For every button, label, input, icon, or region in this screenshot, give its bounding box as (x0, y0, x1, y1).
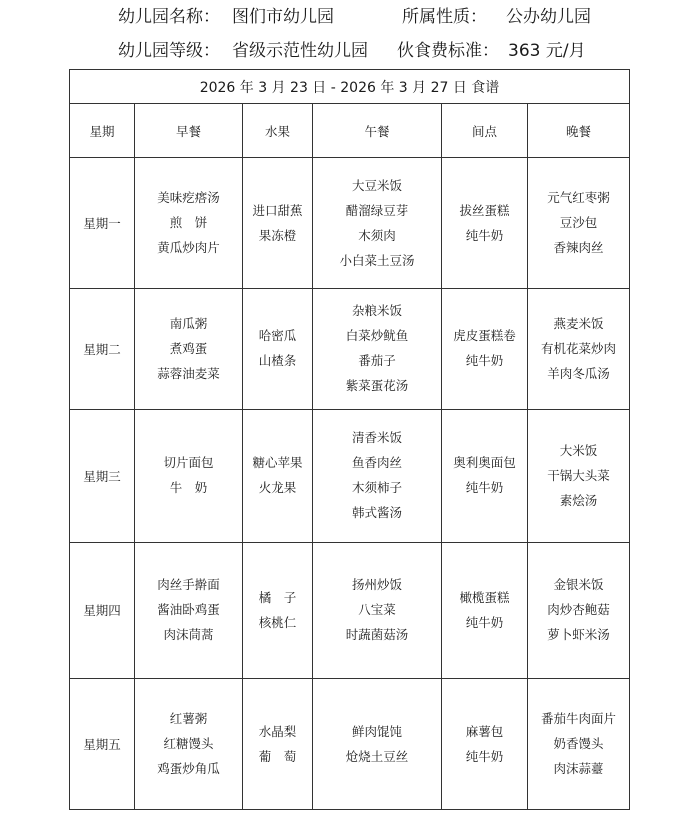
weekday-cell: 星期五 (70, 679, 135, 810)
dish-list (245, 590, 310, 631)
dish-item: 纯牛奶 (465, 353, 504, 369)
dish-list (530, 190, 627, 256)
dish-item: 豆沙包 (559, 215, 598, 231)
lunch-cell (313, 679, 442, 810)
dish-list (530, 443, 627, 509)
dish-item: 南瓜粥 (169, 315, 208, 331)
dish-list (444, 328, 525, 369)
dinner-cell (528, 542, 630, 679)
dish-item: 牛 奶 (169, 480, 208, 496)
dish-item: 蒜蓉油麦菜 (157, 365, 220, 381)
dish-list (530, 316, 627, 382)
breakfast-cell (135, 679, 243, 810)
kindergarten-name-value: 图们市幼儿园 (232, 7, 334, 27)
weekly-menu-table (69, 69, 630, 810)
dish-list (315, 577, 439, 643)
fruit-cell (243, 409, 313, 542)
dish-item: 黄瓜炒肉片 (157, 240, 220, 256)
dish-item: 果冻橙 (258, 227, 297, 243)
dish-list (137, 316, 240, 382)
kindergarten-level-value: 省级示范性幼儿园 (232, 41, 368, 61)
weekday-cell: 星期一 (70, 158, 135, 289)
dish-item: 素烩汤 (559, 492, 598, 508)
dish-item: 木须肉 (358, 227, 396, 243)
dish-item: 番茄牛肉面片 (541, 711, 617, 727)
menu-title: 2026 年 3 月 23 日 - 2026 年 3 月 27 日 食谱 (70, 70, 630, 104)
dish-list (245, 724, 310, 765)
dinner-cell (528, 679, 630, 810)
dish-item: 杂粮米饭 (351, 303, 402, 319)
column-header-breakfast: 早餐 (135, 104, 243, 158)
dinner-cell (528, 158, 630, 289)
dish-item: 纯牛奶 (465, 227, 504, 243)
dish-item: 肉丝手擀面 (157, 577, 220, 593)
dinner-cell (528, 289, 630, 410)
dish-list (137, 190, 240, 256)
dish-item: 清香米饭 (351, 430, 402, 446)
fruit-cell (243, 679, 313, 810)
dish-item: 金银米饭 (553, 577, 604, 593)
dish-item: 大米饭 (559, 442, 598, 458)
dish-item: 纯牛奶 (465, 480, 504, 496)
weekday-cell: 星期二 (70, 289, 135, 410)
breakfast-cell (135, 409, 243, 542)
meal-fee-label: 伙食费标准： (397, 41, 499, 61)
menu-body (70, 158, 630, 810)
table-row (70, 289, 630, 410)
dish-item: 肉炒杏鲍菇 (547, 602, 610, 618)
dinner-cell (528, 409, 630, 542)
breakfast-cell (135, 542, 243, 679)
dish-item: 扬州炒饭 (351, 577, 402, 593)
dish-item: 肉沫蒜薹 (553, 761, 604, 777)
dish-item: 橘 子 (258, 589, 297, 605)
dish-item: 紫菜蛋花汤 (345, 378, 409, 394)
dish-item: 肉沫茼蒿 (163, 627, 214, 643)
dish-item: 哈密瓜 (258, 328, 297, 344)
dish-list (315, 724, 439, 765)
dish-item: 元气红枣粥 (547, 190, 610, 206)
dish-list (245, 328, 310, 369)
dish-item: 酱油卧鸡蛋 (157, 602, 220, 618)
dish-list (315, 303, 439, 394)
dish-item: 橄榄蛋糕 (459, 589, 510, 605)
dish-item: 香辣肉丝 (553, 240, 604, 256)
dish-item: 木须柿子 (351, 480, 402, 496)
dish-item: 红薯粥 (169, 711, 208, 727)
dish-item: 番茄子 (358, 353, 396, 369)
dish-item: 小白菜土豆汤 (339, 252, 415, 268)
weekday-cell: 星期三 (70, 409, 135, 542)
dish-item: 拔丝蛋糕 (459, 202, 510, 218)
table-row (70, 542, 630, 679)
dish-item: 火龙果 (258, 480, 297, 496)
dish-item: 八宝菜 (358, 602, 396, 618)
dish-item: 纯牛奶 (465, 748, 504, 764)
lunch-cell (313, 542, 442, 679)
dish-item: 炝烧土豆丝 (345, 748, 409, 764)
dish-list (444, 590, 525, 631)
dish-list (137, 577, 240, 643)
dish-item: 糖心苹果 (252, 455, 303, 471)
dish-item: 水晶梨 (258, 723, 297, 739)
fruit-cell (243, 158, 313, 289)
kindergarten-name-label: 幼儿园名称： (118, 7, 220, 27)
fruit-cell (243, 542, 313, 679)
breakfast-cell (135, 158, 243, 289)
dish-item: 麻薯包 (465, 723, 504, 739)
dish-item: 美味疙瘩汤 (157, 190, 220, 206)
dish-item: 羊肉冬瓜汤 (547, 365, 610, 381)
table-row (70, 679, 630, 810)
dish-item: 燕麦米饭 (553, 315, 604, 331)
dish-list (315, 178, 439, 269)
dish-item: 奶香馒头 (553, 736, 604, 752)
dish-item: 煎 饼 (169, 215, 208, 231)
dish-list (245, 455, 310, 496)
dish-item: 纯牛奶 (465, 614, 504, 630)
column-header-snack: 间点 (442, 104, 528, 158)
dish-item: 虎皮蛋糕卷 (453, 328, 516, 344)
dish-item: 时蔬菌菇汤 (345, 627, 409, 643)
dish-list (530, 577, 627, 643)
column-header-row (70, 104, 630, 158)
dish-item: 白菜炒鱿鱼 (345, 328, 409, 344)
dish-item: 煮鸡蛋 (169, 340, 208, 356)
ownership-type-label: 所属性质： (402, 7, 487, 27)
dish-item: 鲜肉馄饨 (351, 723, 402, 739)
dish-item: 醋溜绿豆芽 (345, 202, 409, 218)
dish-item: 鱼香肉丝 (351, 455, 402, 471)
dish-list (245, 203, 310, 244)
dish-item: 韩式酱汤 (351, 505, 402, 521)
dish-list (444, 455, 525, 496)
dish-item: 鸡蛋炒角瓜 (157, 761, 220, 777)
dish-list (137, 455, 240, 496)
dish-item: 萝卜虾米汤 (547, 627, 610, 643)
dish-item: 葡 萄 (258, 748, 297, 764)
snack-cell (442, 409, 528, 542)
breakfast-cell (135, 289, 243, 410)
meal-fee-value: 363 元/月 (508, 41, 586, 61)
table-row (70, 409, 630, 542)
lunch-cell (313, 289, 442, 410)
dish-item: 有机花菜炒肉 (541, 340, 617, 356)
column-header-dinner: 晚餐 (528, 104, 630, 158)
lunch-cell (313, 158, 442, 289)
dish-item: 红糖馒头 (163, 736, 214, 752)
fruit-cell (243, 289, 313, 410)
snack-cell (442, 542, 528, 679)
ownership-type-value: 公办幼儿园 (506, 7, 591, 27)
column-header-fruit: 水果 (243, 104, 313, 158)
column-header-weekday: 星期 (70, 104, 135, 158)
dish-item: 核桃仁 (258, 614, 297, 630)
dish-list (137, 711, 240, 777)
table-row (70, 158, 630, 289)
menu-title-row (70, 70, 630, 104)
weekday-cell: 星期四 (70, 542, 135, 679)
snack-cell (442, 679, 528, 810)
dish-list (444, 203, 525, 244)
dish-item: 进口甜蕉 (252, 202, 303, 218)
snack-cell (442, 289, 528, 410)
lunch-cell (313, 409, 442, 542)
dish-list (444, 724, 525, 765)
dish-list (530, 711, 627, 777)
dish-item: 山楂条 (258, 353, 297, 369)
dish-list (315, 430, 439, 521)
dish-item: 干锅大头菜 (547, 467, 610, 483)
column-header-lunch: 午餐 (313, 104, 442, 158)
dish-item: 奥利奥面包 (453, 455, 516, 471)
dish-item: 切片面包 (163, 455, 214, 471)
kindergarten-level-label: 幼儿园等级： (118, 41, 220, 61)
dish-item: 大豆米饭 (351, 177, 402, 193)
snack-cell (442, 158, 528, 289)
